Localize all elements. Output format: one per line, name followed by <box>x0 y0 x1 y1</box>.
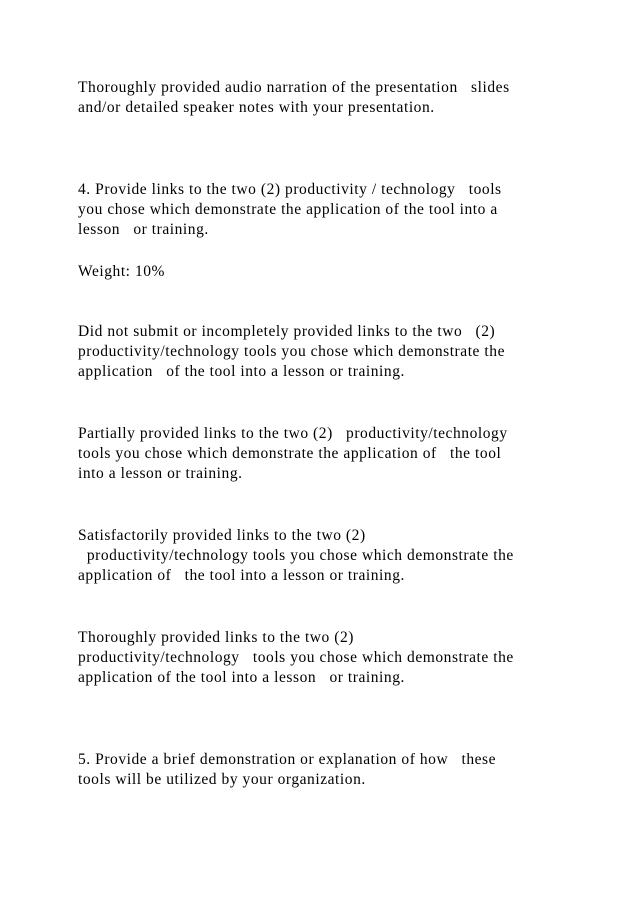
criterion-level-1-line-2: productivity/technology tools you chose which demonstrate the <box>78 343 505 360</box>
criterion-level-1-line-1: Did not submit or incompletely provided links to the two (2) <box>78 323 496 340</box>
weight-label: Weight: 10% <box>78 263 166 280</box>
criterion-level-4-line-3: application of the tool into a lesson or training. <box>78 669 405 686</box>
criterion-level-3-line-3: application of the tool into a lesson or training. <box>78 567 405 584</box>
item-4-heading-line-3: lesson or training. <box>78 221 209 238</box>
criterion-level-4-line-2: productivity/technology tools you chose which demonstrate the <box>78 649 514 666</box>
narration-text-line-2: and/or detailed speaker notes with your presentation. <box>78 99 435 116</box>
criterion-level-4-line-1: Thoroughly provided links to the two (2) <box>78 629 354 646</box>
item-4-heading-line-2: you chose which demonstrate the application of the tool into a <box>78 201 498 218</box>
item-4-heading-line-1: 4. Provide links to the two (2) productivity / technology tools <box>78 181 502 198</box>
criterion-level-2-line-1: Partially provided links to the two (2) productivity/technology <box>78 425 508 442</box>
criterion-level-2-line-3: into a lesson or training. <box>78 465 243 482</box>
criterion-level-2-line-2: tools you chose which demonstrate the application of the tool <box>78 445 502 462</box>
item-5-heading-line-1: 5. Provide a brief demonstration or explanation of how these <box>78 751 497 768</box>
narration-text-line-1: Thoroughly provided audio narration of the presentation slides <box>78 79 510 96</box>
criterion-level-3-line-2: productivity/technology tools you chose which demonstrate the <box>78 547 514 564</box>
criterion-level-3-line-1: Satisfactorily provided links to the two (2) <box>78 527 366 544</box>
criterion-level-1-line-3: application of the tool into a lesson or training. <box>78 363 405 380</box>
item-5-heading-line-2: tools will be utilized by your organization. <box>78 771 366 788</box>
